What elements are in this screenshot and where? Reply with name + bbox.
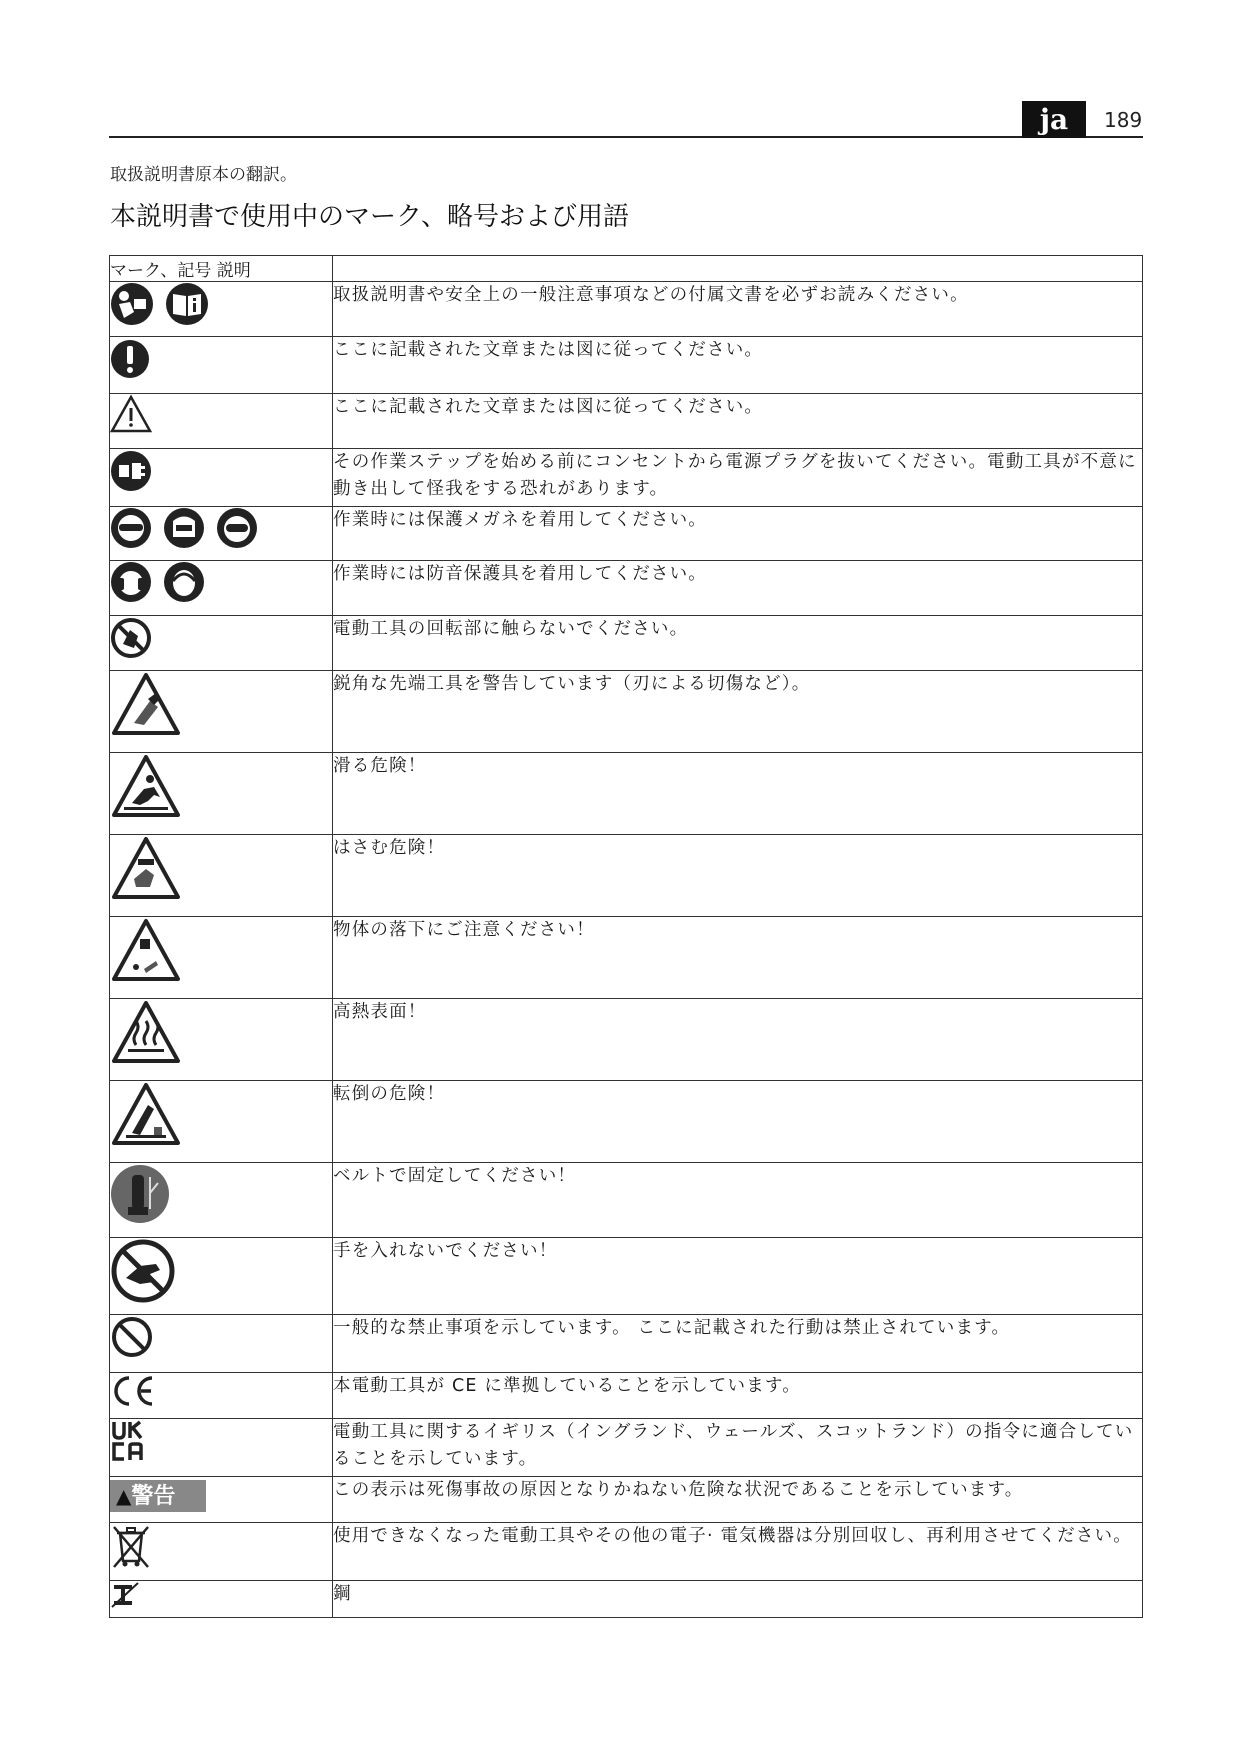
description-cell: この表示は死傷事故の原因となりかねない危険な状況であることを示しています。 bbox=[333, 1477, 1143, 1523]
table-row bbox=[110, 1081, 1143, 1163]
sharp-tool-warning-icon bbox=[110, 671, 182, 737]
column-header-mark: マーク、記号 説明 bbox=[110, 256, 333, 282]
face-shield-icon bbox=[163, 507, 205, 549]
symbol-cell bbox=[110, 282, 333, 337]
table-row bbox=[110, 616, 1143, 671]
description-cell: 作業時には防音保護具を着用してください。 bbox=[333, 561, 1143, 616]
crush-warning-icon bbox=[110, 835, 182, 901]
weee-bin-icon bbox=[110, 1523, 152, 1569]
table-row bbox=[110, 337, 1143, 394]
table-row bbox=[110, 917, 1143, 999]
symbol-cell bbox=[110, 449, 333, 507]
slip-warning-icon bbox=[110, 753, 182, 819]
symbol-cell bbox=[110, 753, 333, 835]
ce-mark-icon bbox=[110, 1373, 156, 1409]
read-manual-person-icon bbox=[110, 282, 154, 326]
unplug-icon bbox=[110, 449, 152, 493]
table-row bbox=[110, 1238, 1143, 1315]
column-header-description bbox=[333, 256, 1143, 282]
description-cell: 手を入れないでください！ bbox=[333, 1238, 1143, 1315]
description-cell: 滑る危険！ bbox=[333, 753, 1143, 835]
table-row bbox=[110, 1163, 1143, 1238]
table-row bbox=[110, 394, 1143, 449]
warning-triangle-icon bbox=[110, 394, 152, 434]
description-cell: 高熱表面！ bbox=[333, 999, 1143, 1081]
symbol-cell bbox=[110, 1523, 333, 1581]
table-row bbox=[110, 449, 1143, 507]
no-hand-icon bbox=[110, 1238, 176, 1304]
table-row bbox=[110, 835, 1143, 917]
description-cell: その作業ステップを始める前にコンセントから電源プラグを抜いてください。電動工具が不意に動き出して怪我をする恐れがあります。 bbox=[333, 449, 1143, 507]
description-cell: 電動工具の回転部に触らないでください。 bbox=[333, 616, 1143, 671]
page-number: 189 bbox=[1104, 108, 1143, 132]
table-row bbox=[110, 1373, 1143, 1419]
description-cell: 作業時には保護メガネを着用してください。 bbox=[333, 507, 1143, 561]
description-cell: はさむ危険！ bbox=[333, 835, 1143, 917]
table-row bbox=[110, 999, 1143, 1081]
table-row bbox=[110, 561, 1143, 616]
table-row bbox=[110, 1523, 1143, 1581]
safety-glasses-icon bbox=[110, 507, 152, 549]
symbol-cell bbox=[110, 1477, 333, 1523]
exclamation-circle-icon bbox=[110, 337, 150, 381]
description-cell: 取扱説明書や安全上の一般注意事項などの付属文書を必ずお読みください。 bbox=[333, 282, 1143, 337]
symbol-cell bbox=[110, 1163, 333, 1238]
symbol-cell bbox=[110, 917, 333, 999]
table-row bbox=[110, 507, 1143, 561]
symbol-cell bbox=[110, 507, 333, 561]
no-touch-rotating-icon bbox=[110, 616, 152, 660]
table-row bbox=[110, 1419, 1143, 1477]
table-row bbox=[110, 1477, 1143, 1523]
table-header-row bbox=[110, 256, 1143, 282]
table-row bbox=[110, 671, 1143, 753]
language-badge: ja bbox=[1022, 101, 1086, 138]
table-row bbox=[110, 1315, 1143, 1373]
warning-label-icon: ▲警告 bbox=[110, 1480, 206, 1512]
symbol-cell bbox=[110, 337, 333, 394]
warning-label-text: 警告 bbox=[131, 1484, 176, 1509]
description-cell: 一般的な禁止事項を示しています。 ここに記載された行動は禁止されています。 bbox=[333, 1315, 1143, 1373]
marks-table bbox=[109, 255, 1143, 1618]
symbol-cell bbox=[110, 1419, 333, 1477]
document-subtitle: 取扱説明書原本の翻訳。 bbox=[110, 165, 297, 185]
ear-muffs-icon bbox=[163, 561, 205, 603]
manual-book-icon bbox=[165, 282, 209, 326]
description-cell: 本電動工具が CE に準拠していることを示しています。 bbox=[333, 1373, 1143, 1419]
symbol-cell bbox=[110, 1081, 333, 1163]
header-rule bbox=[109, 136, 1143, 138]
ear-protection-icon bbox=[110, 561, 152, 603]
description-cell: ここに記載された文章または図に従ってください。 bbox=[333, 337, 1143, 394]
page-title: 本説明書で使用中のマーク、略号および用語 bbox=[110, 202, 629, 232]
table-row bbox=[110, 1581, 1143, 1618]
symbol-cell bbox=[110, 1238, 333, 1315]
symbol-cell bbox=[110, 999, 333, 1081]
table-row bbox=[110, 282, 1143, 337]
hot-surface-warning-icon bbox=[110, 999, 182, 1065]
ukca-mark-icon bbox=[110, 1419, 146, 1463]
description-cell: ここに記載された文章または図に従ってください。 bbox=[333, 394, 1143, 449]
symbol-cell bbox=[110, 616, 333, 671]
description-cell: 鋭角な先端工具を警告しています（刃による切傷など）。 bbox=[333, 671, 1143, 753]
goggles-icon bbox=[216, 507, 258, 549]
symbol-cell bbox=[110, 1373, 333, 1419]
steel-icon bbox=[110, 1581, 142, 1609]
symbol-cell bbox=[110, 1581, 333, 1618]
falling-object-warning-icon bbox=[110, 917, 182, 983]
symbol-cell bbox=[110, 394, 333, 449]
symbol-cell bbox=[110, 671, 333, 753]
symbol-cell bbox=[110, 1315, 333, 1373]
description-cell: 使用できなくなった電動工具やその他の電子· 電気機器は分別回収し、再利用させてください。 bbox=[333, 1523, 1143, 1581]
description-cell: 物体の落下にご注意ください！ bbox=[333, 917, 1143, 999]
table-row bbox=[110, 753, 1143, 835]
tip-over-warning-icon bbox=[110, 1081, 182, 1147]
prohibition-icon bbox=[110, 1315, 154, 1359]
symbol-cell bbox=[110, 561, 333, 616]
description-cell: 鋼 bbox=[333, 1581, 1143, 1618]
belt-fasten-icon bbox=[110, 1163, 170, 1225]
description-cell: 転倒の危険！ bbox=[333, 1081, 1143, 1163]
description-cell: 電動工具に関するイギリス（イングランド、ウェールズ、スコットランド）の指令に適合していることを示しています。 bbox=[333, 1419, 1143, 1477]
description-cell: ベルトで固定してください！ bbox=[333, 1163, 1143, 1238]
symbol-cell bbox=[110, 835, 333, 917]
